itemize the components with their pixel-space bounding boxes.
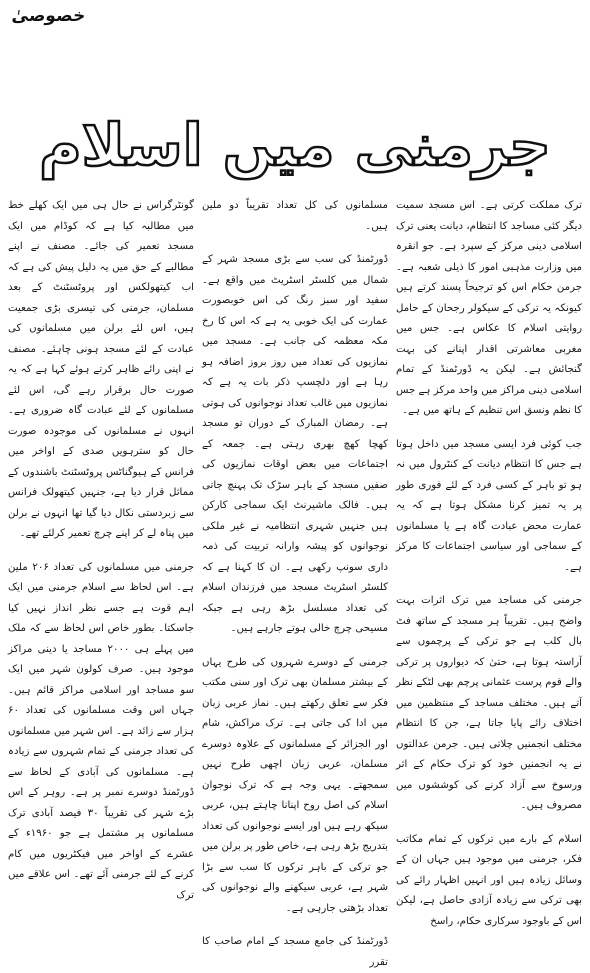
- paragraph: گونٹرگراس نے حال ہی میں ایک کھلے خط میں مطالبہ کیا ہے کہ کوڈام میں ایک مسجد تعمیر کی جائے۔ مصنف نے اپنے مطالبے کے حق میں یہ دلیل پیش کی ہے کہ اب کیتھولکس اور پروٹسٹنٹ کے بعد مسلمان، جرمنی کی تیسری بڑی جمعیت ہیں، اس لئے برلن میں مسلمانوں کی عبادت کے لئے مسجد ہونی چاہئے۔ مصنف نے اپنی رائے ظاہر کرتے ہوئے کہا ہے کہ یہ صورت حال برقرار رہے گی، اس لئے مسلمانوں کے لئے عبادت گاہ ضروری ہے۔ انہوں نے مسلمانوں کی موجودہ صورت حال کو سترہویں صدی کے اواخر میں فرانس کے ہیوگناٹس پروٹسٹنٹ باشندوں کے مماثل قرار دیا ہے، جنہیں کیتھولک فرانس سے زبردستی نکال دیا گیا تھا انہوں نے برلن میں پناہ لے کر اپنے چرچ تعمیر کرلئے تھے۔: [8, 200, 194, 539]
- paragraph: ترک مملکت کرتی ہے۔ اس مسجد سمیت دیگر کئی مساجد کا انتظام، دیانت یعنی ترک اسلامی دینی مرکز کے سپرد ہے۔ جو انقرہ میں وزارت مذہبی امور کا ذیلی شعبہ ہے۔ جرمن حکام اس کو ترجیحاً پسند کرتے ہیں کیونکہ یہ ترکی کے سیکولر رجحان کے حامل روایتی اسلام کا عکاس ہے۔ جس میں مغربی معاشرتی اقدار اپنانے کی بہت گنجائش ہے۔ لیکن یہ ڈورٹمنڈ کے تمام اسلامی دینی مراکز میں واحد مرکز ہے جس کا نظم ونسق اس تنظیم کے ہاتھ میں ہے۔: [396, 200, 582, 416]
- article-title: جرمنی میں اسلام: [39, 111, 551, 179]
- paragraph: ڈورٹمنڈ کی سب سے بڑی مسجد شہر کے شمال میں کلسٹر اسٹریٹ میں واقع ہے۔ سفید اور سبز رنگ کی اس خوبصورت عمارت کی ایک خوبی یہ ہے کہ اس کا رخ مکہ معظمہ کی جانب ہے۔ مسجد میں نمازیوں کی تعداد میں روز بروز اضافہ ہو رہا ہے اور دلچسپ ذکر بات یہ ہے کہ نمازیوں میں غالب تعداد نوجوانوں کی ہوتی ہے۔ رمضان المبارک کے دوران تو مسجد کھچا کھچ بھری رہتی ہے۔ جمعہ کے اجتماعات میں بعض اوقات نمازیوں کی صفیں مسجد کے باہر سڑک تک پہنچ جاتی ہیں۔ فالک ماشیرنٹ ایک سماجی کارکن ہیں جنہیں شہری انتظامیہ نے غیر ملکی نوجوانوں کو پیشہ وارانہ تربیت کی ذمہ داری سونپ رکھی ہے۔ ان کا کہنا ہے کہ کلسٹر اسٹریٹ مسجد میں فرزندان اسلام کی تعداد مسلسل بڑھ رہی ہے جبکہ مسیحی چرچ خالی ہوتے جارہے ہیں۔: [202, 254, 388, 634]
- paragraph: جب کوئی فرد ایسی مسجد میں داخل ہوتا ہے جس کا انتظام دیانت کے کنٹرول میں نہ ہو تو باہر کے کسی فرد کے لئے فوری طور پر یہ تمیز کرنا مشکل ہوتا ہے کہ یہ عمارت محض عبادت گاہ ہے یا مسلمانوں کے سماجی اور سیاسی اجتماعات کا مرکز ہے۔: [396, 438, 582, 573]
- section-label: خصوصیٰ: [10, 6, 87, 26]
- column-right: [8, 196, 194, 901]
- paragraph: جرمنی کے دوسرے شہروں کی طرح یہاں کے بیشتر مسلمان بھی ترک اور سنی مکتب فکر سے تعلق رکھتے ہیں۔ نماز عربی زبان میں ادا کی جاتی ہے۔ ترک مراکش، شام اور الجزائر کے مسلمانوں کے علاوہ دوسرے مسلمان، عربی زبان اچھی طرح نہیں سمجھتے۔ یہی وجہ ہے کہ ترک نوجوان اسلام کی اصل روح اپنانا چاہتے ہیں، عربی سیکھ رہے ہیں اور ایسے نوجوانوں کی تعداد بتدریج بڑھ رہی ہے، خاص طور پر برلن میں جو ترکی کے باہر ترکوں کا سب سے بڑا شہر ہے، عربی سیکھنے والے نوجوانوں کی تعداد بڑھتی جارہی ہے۔: [202, 656, 388, 914]
- paragraph: جرمنی میں مسلمانوں کی تعداد ۲۰۶ ملین ہے۔ اس لحاظ سے اسلام جرمنی میں ایک اہم قوت ہے جسے نظر انداز نہیں کیا جاسکتا۔ بطور خاص اس لحاظ سے کہ ملک میں پہلے ہی ۲۰۰۰ مساجد یا دینی مراکز موجود ہیں۔ صرف کولون شہر میں ایک سو مساجد اور اسلامی مراکز قائم ہیں۔ جہاں اس وقت مسلمانوں کی تعداد ۶۰ ہزار سے زائد ہے۔ اس شہر میں مسلمانوں کی تعداد جرمنی کے تمام شہروں سے زیادہ ہے۔ مسلمانوں کی آبادی کے لحاظ سے ڈورٹمنڈ دوسرے نمبر پر ہے۔ روہر کے اس بڑے شہر کی تقریباً ۳۰ فیصد آبادی ترک مسلمانوں پر مشتمل ہے جو ۱۹۶۰ء کے عشرے کے اواخر میں فیکٹریوں میں کام کرنے کے لئے جرمنی آئے تھے۔ اس علاقے میں ترک: [8, 561, 194, 901]
- paragraph: جرمنی کی مساجد میں ترک اثرات بہت واضح ہیں۔ تقریباً ہر مسجد کے ساتھ فٹ بال کلب ہے جو ترکی کے پرچموں سے آراستہ ہوتا ہے، حتیٰ کہ دیواروں پر ترکی والے قوم پرست عثمانی پرچم بھی لٹکے نظر آتے ہیں۔ مختلف مساجد کے منتظمین میں اختلاف رائے پایا جاتا ہے، جن کا انتظام مختلف انجمنیں چلاتی ہیں۔ جرمن عدالتوں نے یہ انجمنیں خود کو ترک حکام کے اثر ورسوخ سے آزاد کرنے کی کوششوں میں مصروف ہیں۔: [396, 595, 582, 811]
- column-left: [396, 196, 582, 927]
- column-middle: [202, 196, 388, 968]
- article-body: [8, 196, 582, 968]
- paragraph: اسلام کے بارے میں ترکوں کے تمام مکاتب فکر، جرمنی میں موجود ہیں جہاں ان کے وسائل زیادہ ہیں اور انہیں اظہار رائے کی بھی ترکی سے زیادہ آزادی حاصل ہے، لیکن اس کے باوجود سرکاری حکام، راسخ: [396, 833, 582, 927]
- paragraph: ڈورٹمنڈ کی جامع مسجد کے امام صاحب کا تقرر: [202, 936, 388, 968]
- paragraph: مسلمانوں کی کل تعداد تقریباً دو ملین ہیں۔: [202, 200, 388, 232]
